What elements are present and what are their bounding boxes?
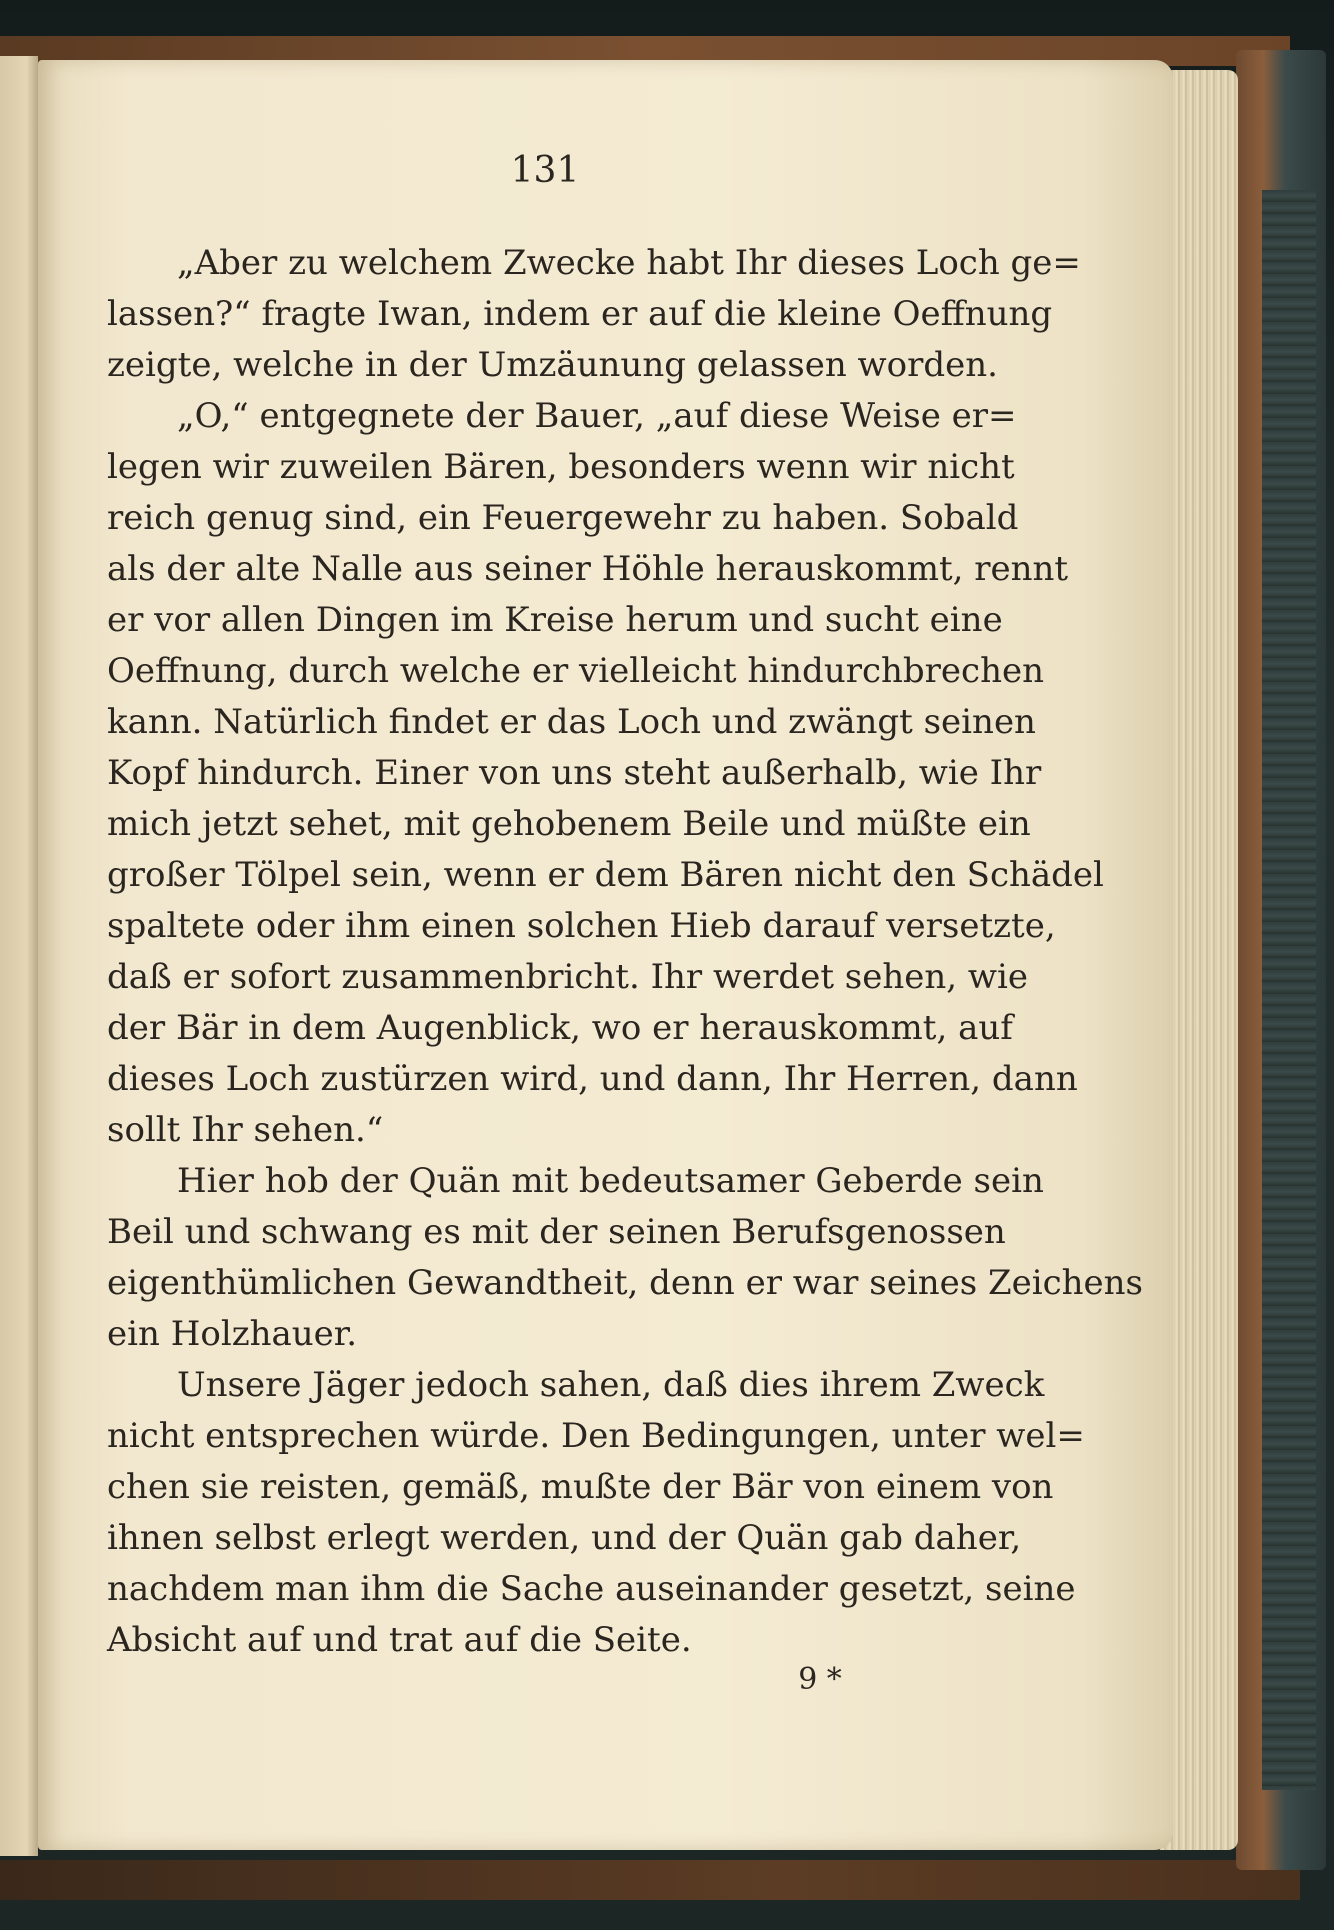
facing-page-edge — [0, 56, 38, 1856]
text-line: Beil und schwang es mit der seinen Berufsgenossen — [107, 1212, 1006, 1252]
page-text — [107, 238, 1143, 1666]
book-spine-leather — [1262, 190, 1316, 1790]
text-line: mich jetzt sehet, mit gehobenem Beile und müßte ein — [107, 804, 1031, 844]
text-line: chen sie reisten, gemäß, mußte der Bär von einem von — [107, 1467, 1054, 1507]
text-line: zeigte, welche in der Umzäunung gelassen worden. — [107, 345, 998, 385]
text-line: ein Holzhauer. — [107, 1314, 358, 1354]
text-line: daß er sofort zusammenbricht. Ihr werdet sehen, wie — [107, 957, 1028, 997]
text-line: der Bär in dem Augenblick, wo er herauskommt, auf — [107, 1008, 1013, 1048]
text-line: Absicht auf und trat auf die Seite. — [107, 1620, 692, 1660]
text-line: eigenthümlichen Gewandtheit, denn er war seines Zeichens — [107, 1263, 1143, 1303]
text-line: reich genug sind, ein Feuergewehr zu haben. Sobald — [107, 498, 1019, 538]
text-line: „Aber zu welchem Zwecke habt Ihr dieses Loch ge= — [177, 243, 1081, 283]
text-line: als der alte Nalle aus seiner Höhle herauskommt, rennt — [107, 549, 1069, 589]
text-line: „O,“ entgegnete der Bauer, „auf diese Weise er= — [177, 396, 1017, 436]
text-line: spaltete oder ihm einen solchen Hieb darauf versetzte, — [107, 906, 1056, 946]
text-line: Unsere Jäger jedoch sahen, daß dies ihrem Zweck — [177, 1365, 1045, 1405]
text-line: kann. Natürlich findet er das Loch und zwängt seinen — [107, 702, 1036, 742]
text-line: er vor allen Dingen im Kreise herum und sucht eine — [107, 600, 1003, 640]
text-line: Kopf hindurch. Einer von uns steht außerhalb, wie Ihr — [107, 753, 1042, 793]
text-line: Oeffnung, durch welche er vielleicht hindurchbrechen — [107, 651, 1045, 691]
page-number: 131 — [510, 150, 580, 191]
text-line: ihnen selbst erlegt werden, und der Quän gab daher, — [107, 1518, 1022, 1558]
printer-signature-mark: 9 * — [798, 1662, 842, 1697]
text-line: legen wir zuweilen Bären, besonders wenn wir nicht — [107, 447, 1015, 487]
text-line: nachdem man ihm die Sache auseinander gesetzt, seine — [107, 1569, 1076, 1609]
text-line: dieses Loch zustürzen wird, und dann, Ihr Herren, dann — [107, 1059, 1078, 1099]
text-line: sollt Ihr sehen.“ — [107, 1110, 384, 1150]
text-line: Hier hob der Quän mit bedeutsamer Geberde sein — [177, 1161, 1044, 1201]
text-line: nicht entsprechen würde. Den Bedingungen, unter wel= — [107, 1416, 1085, 1456]
text-line: großer Tölpel sein, wenn er dem Bären nicht den Schädel — [107, 855, 1104, 895]
text-line: lassen?“ fragte Iwan, indem er auf die kleine Oeffnung — [107, 294, 1053, 334]
book-cover-bottom-edge — [0, 1860, 1300, 1900]
